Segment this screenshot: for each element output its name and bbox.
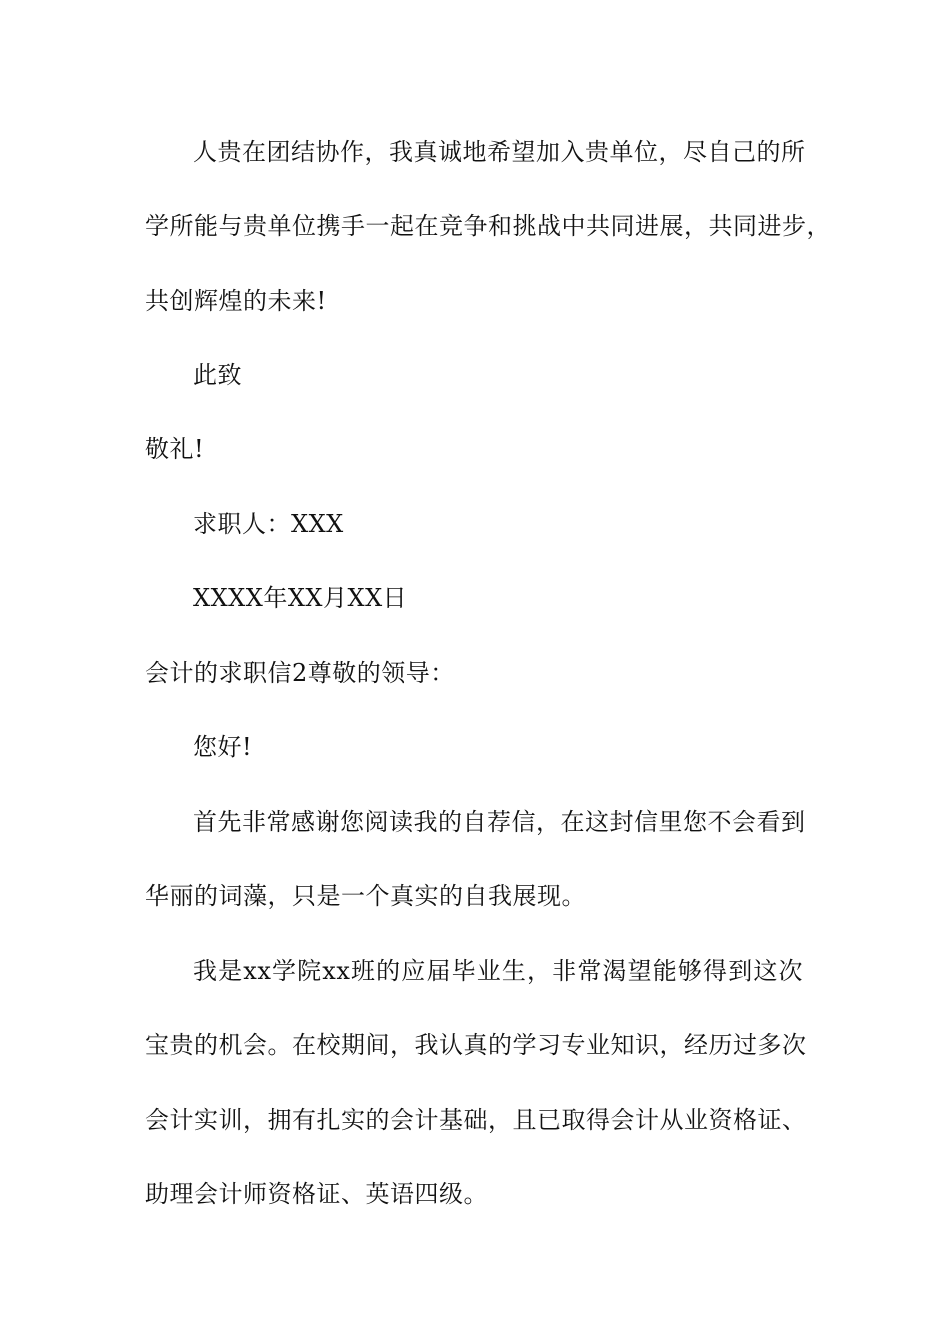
paragraph-line-4: 首先非常感谢您阅读我的自荐信，在这封信里您不会看到 [193,808,806,836]
paragraph-line-6: 我是xx学院xx班的应届毕业生，非常渴望能够得到这次 [193,957,803,985]
paragraph-line-9: 助理会计师资格证、英语四级。 [145,1180,488,1208]
letter-heading: 会计的求职信2尊敬的领导： [145,659,455,687]
applicant-signature: 求职人：XXX [193,510,344,538]
closing-regards: 敬礼! [145,435,205,463]
paragraph-line-8: 会计实训，拥有扎实的会计基础，且已取得会计从业资格证、 [145,1106,807,1134]
closing-salutation: 此致 [193,361,242,389]
paragraph-line-1: 人贵在团结协作，我真诚地希望加入贵单位，尽自己的所 [193,138,806,166]
paragraph-line-3: 共创辉煌的未来! [145,287,327,315]
greeting: 您好! [193,733,253,761]
paragraph-line-7: 宝贵的机会。在校期间，我认真的学习专业知识，经历过多次 [145,1031,807,1059]
paragraph-line-2: 学所能与贵单位携手一起在竞争和挑战中共同进展，共同进步， [145,212,831,240]
paragraph-line-5: 华丽的词藻，只是一个真实的自我展现。 [145,882,586,910]
letter-date: XXXX年XX月XX日 [193,584,408,612]
